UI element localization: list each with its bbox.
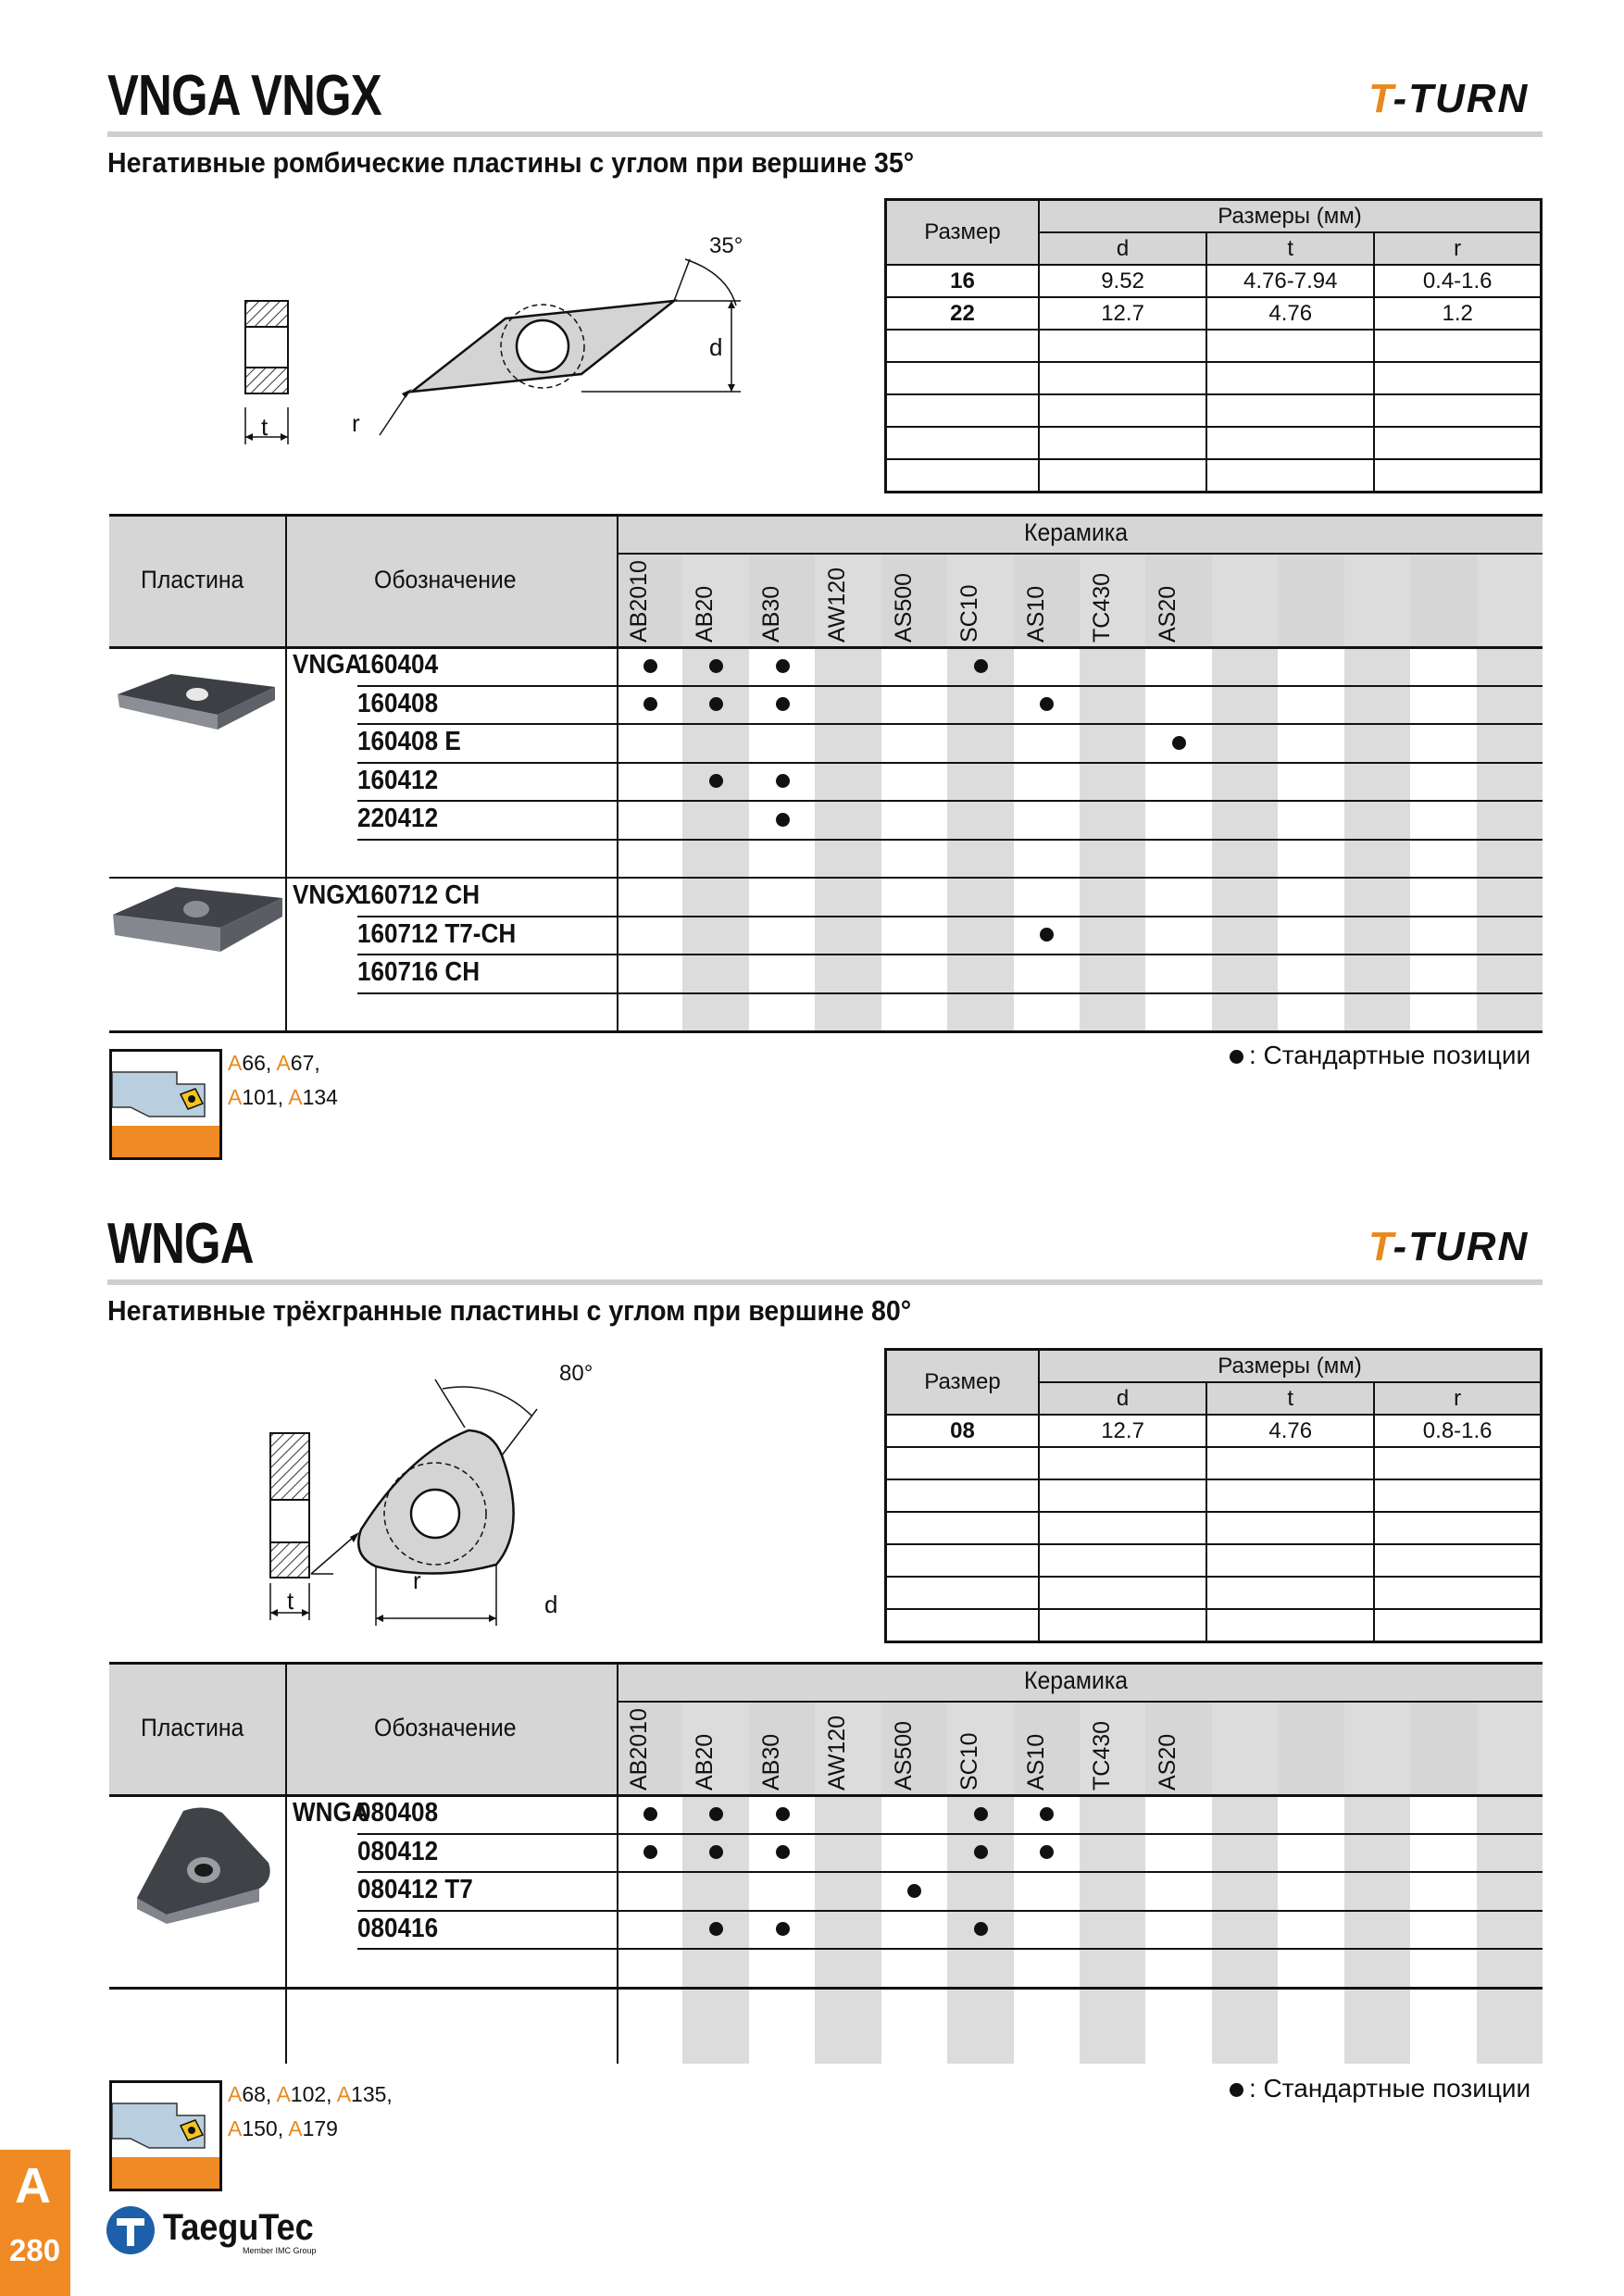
size-header: Размер <box>886 200 1039 266</box>
designation-code: 080412 <box>357 1836 439 1866</box>
legend-standard-1: : Стандартные позиции <box>1230 1041 1530 1070</box>
table-top-border <box>109 514 1543 517</box>
row-divider <box>357 723 1543 725</box>
section1-subtitle: Негативные ромбические пластины с углом при вершине 35° <box>107 146 915 179</box>
group-divider <box>109 877 1543 879</box>
legend-standard-2: : Стандартные позиции <box>1230 2074 1530 2103</box>
grade-header: TC430 <box>1089 1720 1115 1791</box>
grade-header: AS500 <box>890 1720 917 1791</box>
availability-dot <box>776 813 790 827</box>
table-row <box>886 362 1542 394</box>
row-divider <box>357 1910 1543 1912</box>
grade-header: AS20 <box>1155 1733 1181 1791</box>
grades-table-1 <box>109 514 1543 1033</box>
row-divider <box>357 916 1543 917</box>
col-r: r <box>1374 232 1541 265</box>
table-row: 22 12.7 4.76 1.2 <box>886 297 1542 330</box>
grade-header: AS10 <box>1022 585 1049 643</box>
dims-group-header: Размеры (мм) <box>1039 200 1542 233</box>
grade-column-shade <box>1344 553 1410 1030</box>
d-label-2: d <box>544 1591 558 1618</box>
designation-code: 080408 <box>357 1798 439 1828</box>
table-row <box>886 427 1542 459</box>
availability-dot <box>1040 697 1054 711</box>
availability-dot <box>974 1807 988 1821</box>
header-designation: Обозначение <box>374 1714 517 1741</box>
availability-dot <box>643 697 657 711</box>
group-header-divider <box>617 553 1543 555</box>
column-divider <box>617 1662 618 2064</box>
t-label-1: t <box>261 413 269 441</box>
designation-code: 160712 CH <box>357 880 481 910</box>
grade-column-shade <box>1212 553 1278 1030</box>
availability-dot <box>776 659 790 673</box>
availability-dot <box>776 774 790 788</box>
r-label-2: r <box>413 1566 421 1594</box>
availability-dot <box>776 1922 790 1936</box>
t-turn-logo-1: T-TURN <box>1368 76 1530 121</box>
page-references-2: A68, A102, A135, A150, A179 <box>228 2082 393 2140</box>
row-divider <box>357 1871 1543 1873</box>
row-divider <box>357 992 1543 994</box>
availability-dot <box>776 697 790 711</box>
header-bottom-border <box>109 646 1543 649</box>
designation-code: 220412 <box>357 804 439 833</box>
header-ceramics: Керамика <box>1024 518 1129 546</box>
designation-code: 080416 <box>357 1913 439 1943</box>
table-row: 16 9.52 4.76-7.94 0.4-1.6 <box>886 265 1542 297</box>
holder-reference-icon-2 <box>109 2080 222 2191</box>
section2-title: WNGA <box>107 1212 254 1276</box>
dimension-table-1 <box>884 198 1543 493</box>
table-top-border <box>109 1662 1543 1665</box>
grade-header: AB30 <box>757 585 784 643</box>
row-divider <box>357 762 1543 764</box>
family-label: WNGA <box>293 1798 369 1828</box>
header-designation: Обозначение <box>374 566 517 593</box>
availability-dot <box>709 659 723 673</box>
d-label-1: d <box>709 333 723 361</box>
designation-code: 080412 T7 <box>357 1875 473 1904</box>
page-references-1: A66, A67, A101, A134 <box>228 1051 338 1109</box>
row-divider <box>357 685 1543 687</box>
table-row <box>886 1609 1542 1642</box>
grade-header: SC10 <box>956 584 983 643</box>
grade-header: TC430 <box>1089 572 1115 643</box>
taegutec-logo-icon <box>104 2203 157 2257</box>
dot-icon <box>1230 1050 1243 1064</box>
section-letter: A <box>15 2158 51 2214</box>
grade-header: SC10 <box>956 1732 983 1791</box>
dimension-table-2 <box>884 1348 1543 1643</box>
header-bottom-border <box>109 1794 1543 1797</box>
availability-dot <box>974 659 988 673</box>
brand-name: TaeguTec <box>163 2207 314 2248</box>
grade-header: AS500 <box>890 572 917 643</box>
row-divider <box>357 839 1543 841</box>
dot-icon <box>1230 2083 1243 2097</box>
header-ceramics: Керамика <box>1024 1666 1129 1694</box>
grade-header: AB2010 <box>626 560 652 643</box>
row-divider <box>357 1948 1543 1950</box>
table-row <box>886 1447 1542 1479</box>
column-divider <box>285 1662 287 2064</box>
row-divider <box>357 954 1543 955</box>
table-row <box>886 459 1542 493</box>
availability-dot <box>1040 1845 1054 1859</box>
col-r: r <box>1374 1382 1541 1415</box>
grade-column-shade <box>1477 553 1543 1030</box>
grade-header: AB20 <box>692 1733 718 1791</box>
r-label-1: r <box>352 409 360 437</box>
dims-group-header: Размеры (мм) <box>1039 1350 1542 1383</box>
grade-header: AS20 <box>1155 585 1181 643</box>
row-divider <box>357 1833 1543 1835</box>
page-tab <box>0 2150 70 2296</box>
availability-dot <box>643 659 657 673</box>
table-row <box>886 1512 1542 1544</box>
table-row <box>886 330 1542 362</box>
table-bottom-border <box>109 1030 1543 1033</box>
designation-code: 160408 E <box>357 727 461 756</box>
angle-label-2: 80° <box>559 1361 593 1386</box>
availability-dot <box>776 1807 790 1821</box>
table-row <box>886 1577 1542 1609</box>
col-d: d <box>1039 232 1206 265</box>
header-insert: Пластина <box>141 1714 244 1741</box>
grade-column-shade <box>1477 1701 1543 2064</box>
grade-column-shade <box>1344 1701 1410 2064</box>
designation-code: 160412 <box>357 765 439 795</box>
vnga-insert-photo <box>116 667 282 741</box>
designation-code: 160716 CH <box>357 957 481 987</box>
col-t: t <box>1206 1382 1374 1415</box>
taegutec-logo <box>104 2203 381 2259</box>
availability-dot <box>974 1922 988 1936</box>
designation-code: 160712 T7-CH <box>357 918 517 949</box>
section2-subtitle: Негативные трёхгранные пластины с углом при вершине 80° <box>107 1294 912 1327</box>
table-row <box>886 1544 1542 1577</box>
designation-code: 160404 <box>357 650 439 680</box>
table-row <box>886 394 1542 427</box>
availability-dot <box>907 1884 921 1898</box>
title-rule-2 <box>107 1279 1543 1285</box>
designation-code: 160408 <box>357 688 439 718</box>
holder-reference-icon-1 <box>109 1049 222 1160</box>
header-insert: Пластина <box>141 566 244 593</box>
angle-label-1: 35° <box>709 233 743 258</box>
vnga-insert-drawing <box>222 222 759 454</box>
availability-dot <box>709 1807 723 1821</box>
grade-column-shade <box>1212 1701 1278 2064</box>
availability-dot <box>643 1807 657 1821</box>
family-label: VNGA <box>293 650 363 680</box>
wnga-insert-drawing <box>250 1352 639 1629</box>
row-divider <box>357 800 1543 802</box>
vngx-insert-photo <box>111 880 287 963</box>
table-bottom-border <box>109 1987 1543 1990</box>
col-t: t <box>1206 232 1374 265</box>
page-number: 280 <box>9 2233 61 2267</box>
availability-dot <box>1040 928 1054 942</box>
size-header: Размер <box>886 1350 1039 1416</box>
t-label-2: t <box>287 1587 294 1615</box>
availability-dot <box>643 1845 657 1859</box>
brand-tagline: Member IMC Group <box>243 2246 317 2255</box>
group-header-divider <box>617 1701 1543 1703</box>
col-d: d <box>1039 1382 1206 1415</box>
grade-header: AS10 <box>1022 1733 1049 1791</box>
grades-table-2 <box>109 1662 1543 1990</box>
grade-header: AW120 <box>824 1715 851 1791</box>
section1-title: VNGA VNGX <box>107 64 381 128</box>
title-rule-1 <box>107 131 1543 137</box>
availability-dot <box>776 1845 790 1859</box>
table-row: 08 12.7 4.76 0.8-1.6 <box>886 1415 1542 1447</box>
grade-header: AB20 <box>692 585 718 643</box>
availability-dot <box>974 1845 988 1859</box>
grade-header: AB30 <box>757 1733 784 1791</box>
availability-dot <box>1172 736 1186 750</box>
wnga-insert-photo <box>130 1805 278 1926</box>
grade-header: AW120 <box>824 567 851 643</box>
availability-dot <box>1040 1807 1054 1821</box>
t-turn-logo-2: T-TURN <box>1368 1224 1530 1269</box>
grade-header: AB2010 <box>626 1708 652 1791</box>
family-label: VNGX <box>293 880 361 910</box>
table-row <box>886 1479 1542 1512</box>
